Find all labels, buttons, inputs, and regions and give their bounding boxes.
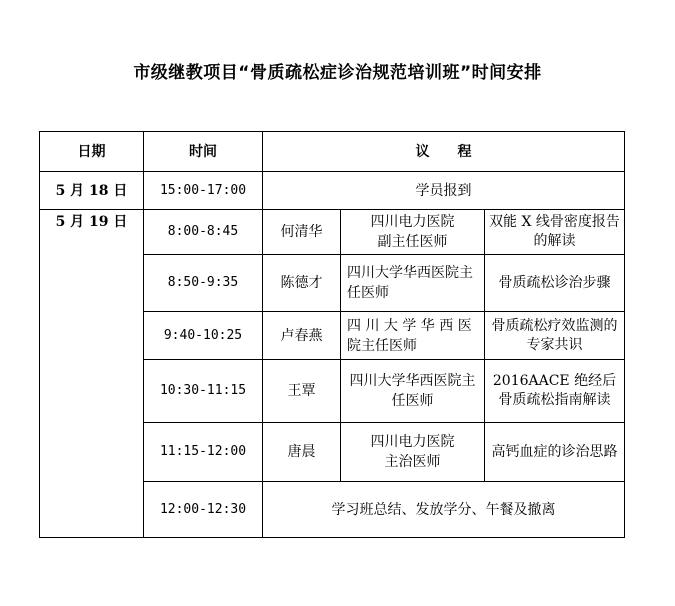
hospital-cell: 四川大学华西医院主任医师 (341, 360, 485, 423)
topic-cell: 骨质疏松疗效监测的专家共识 (485, 312, 625, 360)
hospital-cell: 四川大学华西医院主任医师 (341, 255, 485, 312)
time-cell: 11:15-12:00 (144, 423, 263, 482)
agenda-cell: 学员报到 (263, 172, 625, 210)
speaker-cell: 陈德才 (263, 255, 341, 312)
topic-cell: 2016AACE 绝经后骨质疏松指南解读 (485, 360, 625, 423)
header-time: 时间 (144, 132, 263, 172)
header-row (40, 132, 625, 172)
time-cell: 10:30-11:15 (144, 360, 263, 423)
date-cell: 5 月 19 日 (40, 210, 144, 538)
topic-cell: 高钙血症的诊治思路 (485, 423, 625, 482)
agenda-cell: 学习班总结、发放学分、午餐及撤离 (263, 482, 625, 538)
hospital-cell: 四 川 大 学 华 西 医 院主任医师 (341, 312, 485, 360)
time-cell: 15:00-17:00 (144, 172, 263, 210)
hospital-cell: 四川电力医院 主治医师 (341, 423, 485, 482)
topic-cell: 双能 X 线骨密度报告的解读 (485, 210, 625, 255)
schedule-table (39, 131, 625, 538)
speaker-cell: 唐晨 (263, 423, 341, 482)
table-row (40, 172, 625, 210)
table-row (40, 210, 625, 255)
speaker-cell: 何清华 (263, 210, 341, 255)
topic-cell: 骨质疏松诊治步骤 (485, 255, 625, 312)
header-date: 日期 (40, 132, 144, 172)
speaker-cell: 王覃 (263, 360, 341, 423)
speaker-cell: 卢春燕 (263, 312, 341, 360)
time-cell: 9:40-10:25 (144, 312, 263, 360)
time-cell: 12:00-12:30 (144, 482, 263, 538)
time-cell: 8:50-9:35 (144, 255, 263, 312)
header-agenda: 议 程 (263, 132, 625, 172)
hospital-cell: 四川电力医院 副主任医师 (341, 210, 485, 255)
page-title: 市级继教项目“骨质疏松症诊治规范培训班”时间安排 (133, 63, 542, 83)
time-cell: 8:00-8:45 (144, 210, 263, 255)
date-cell: 5 月 18 日 (40, 172, 144, 210)
